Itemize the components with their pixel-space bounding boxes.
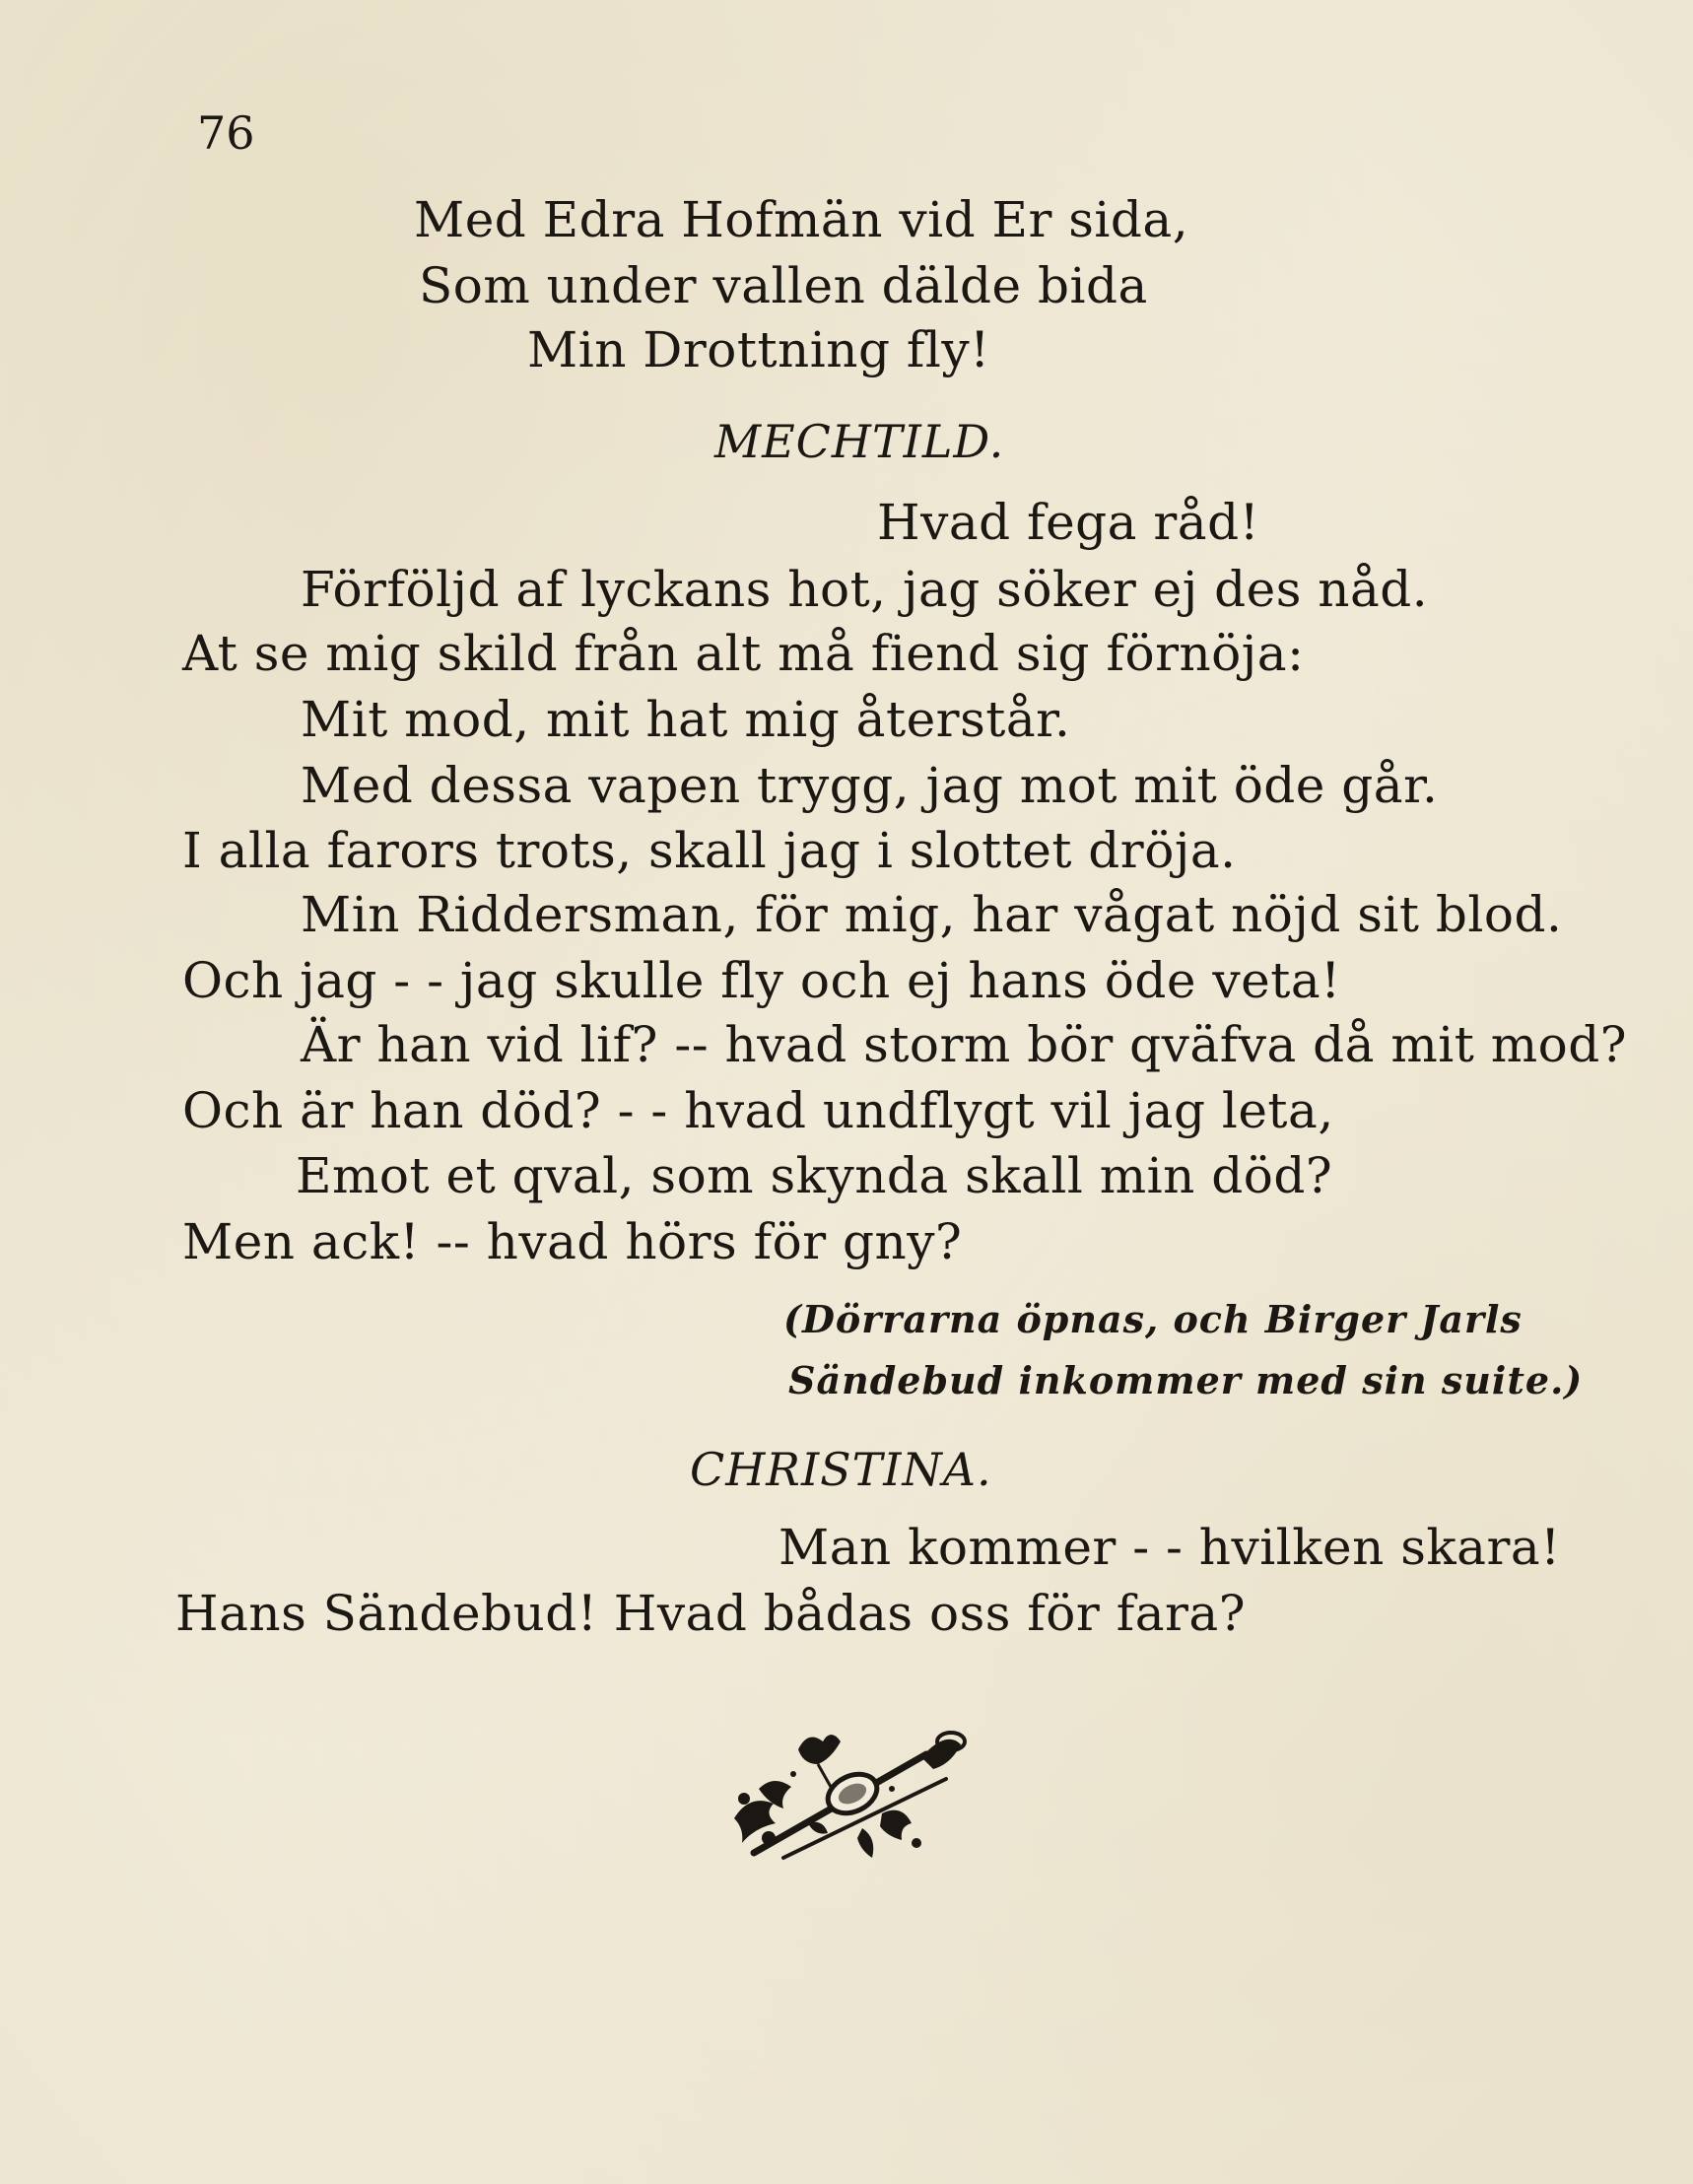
speaker-name: MECHTILD. [714, 415, 1005, 468]
verse-line: Man kommer - - hvilken skara! [779, 1519, 1561, 1576]
stage-direction-line: Sändebud inkommer med sin suite.) [788, 1358, 1584, 1402]
speaker-name: CHRISTINA. [690, 1443, 992, 1496]
verse-line: Men ack! -- hvad hörs för gny? [182, 1213, 963, 1270]
verse-line: Min Riddersman, för mig, har vågat nöjd sit blod. [301, 886, 1563, 943]
verse-line: Hvad fega råd! [877, 494, 1260, 551]
verse-line: Hans Sändebud! Hvad bådas oss för fara? [175, 1585, 1247, 1642]
verse-line: Med Edra Hofmän vid Er sida, [414, 191, 1189, 248]
stage-direction-line: (Dörrarna öpnas, och Birger Jarls [783, 1297, 1523, 1341]
verse-line: Är han vid lif? -- hvad storm bör qväfva då mit mod? [301, 1016, 1628, 1073]
verse-line: I alla farors trots, skall jag i slottet dröja. [182, 822, 1237, 879]
verse-line: Som under vallen dälde bida [419, 257, 1148, 314]
verse-line: Med dessa vapen trygg, jag mot mit öde går. [301, 757, 1439, 814]
verse-line: Emot et qval, som skynda skall min död? [296, 1147, 1333, 1204]
page-number: 76 [197, 106, 255, 160]
verse-line: At se mig skild från alt må fiend sig förnöja: [182, 625, 1305, 682]
verse-line: Förföljd af lyckans hot, jag söker ej des nåd. [301, 561, 1429, 618]
verse-line: Min Drottning fly! [527, 321, 990, 378]
verse-line: Mit mod, mit hat mig återstår. [301, 691, 1071, 748]
verse-line: Och jag - - jag skulle fly och ej hans öde veta! [182, 952, 1341, 1009]
verse-line: Och är han död? - - hvad undflygt vil jag leta, [182, 1082, 1334, 1139]
floral-trumpet-vignette-icon [714, 1720, 971, 1877]
